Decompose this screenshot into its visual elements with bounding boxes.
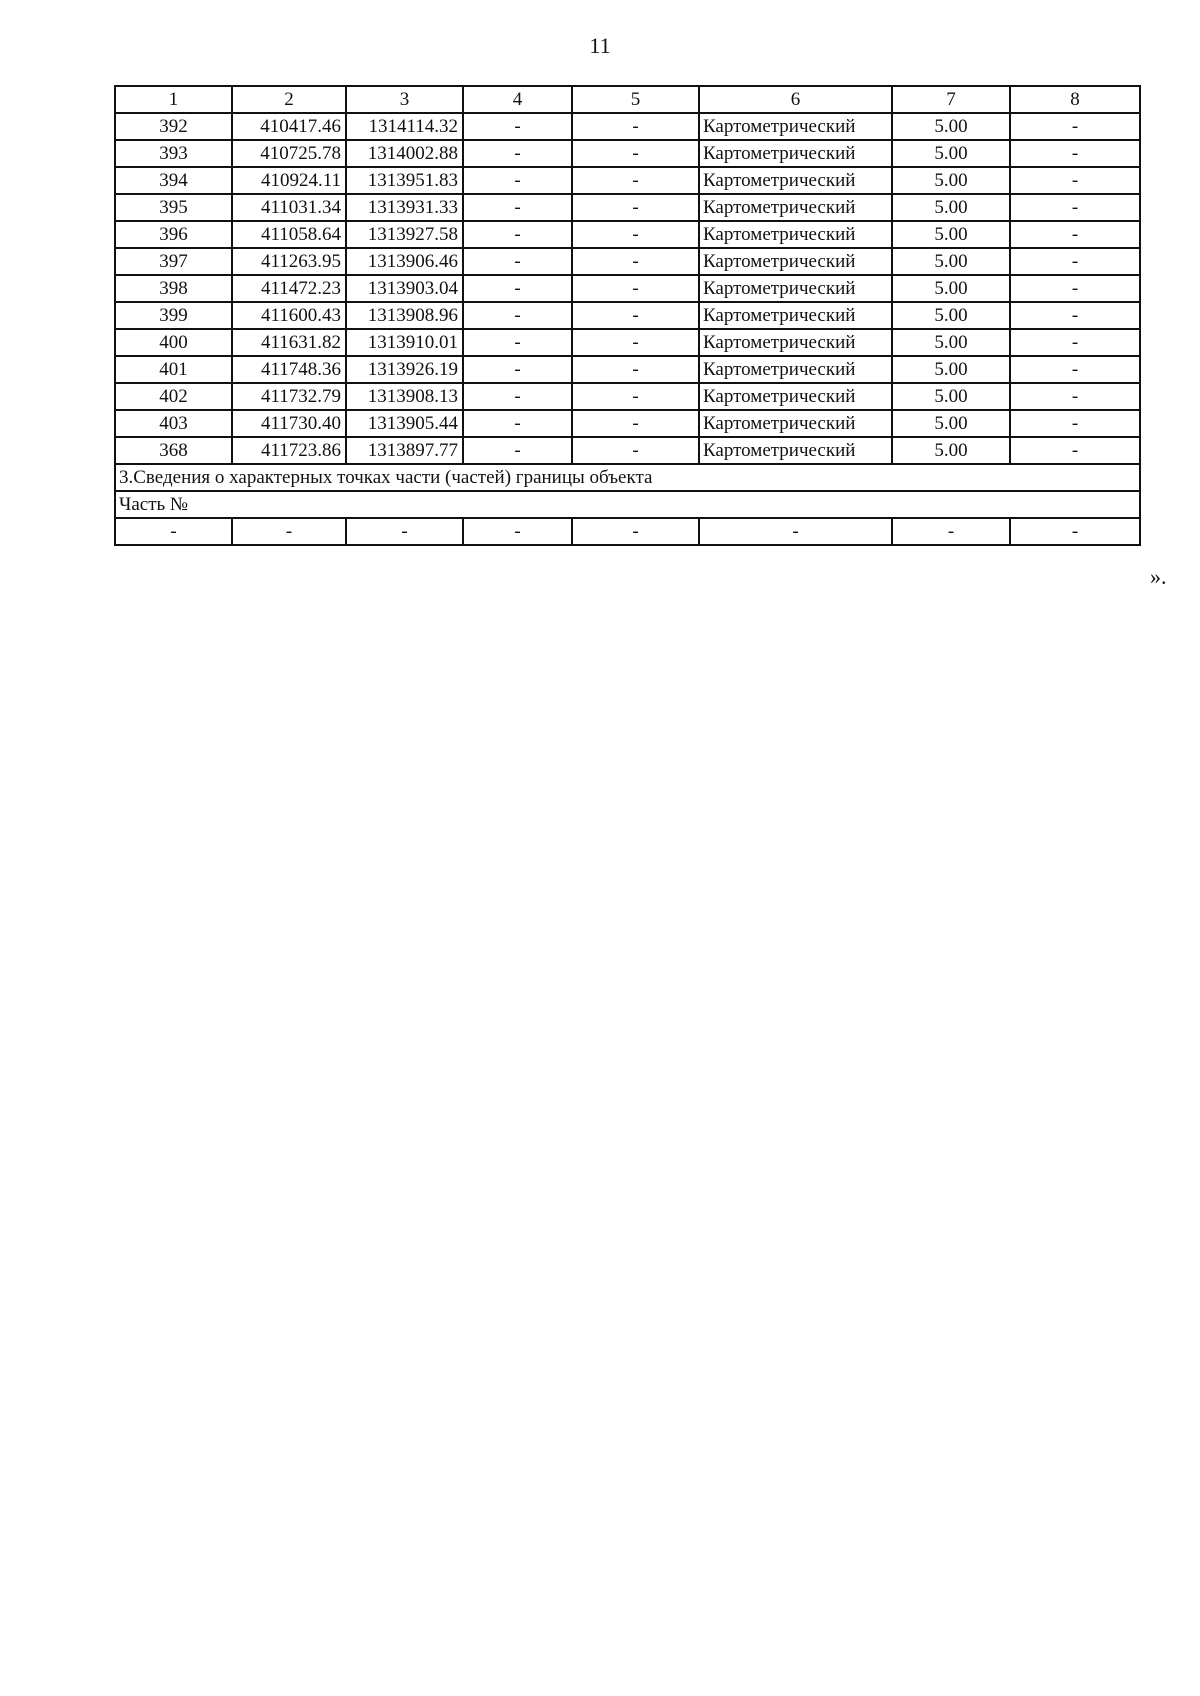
table-row (115, 383, 1140, 410)
col8-value-cell: - (1010, 410, 1140, 437)
table-row (115, 248, 1140, 275)
column-number-row (115, 86, 1140, 113)
y-coordinate-cell: 1313906.46 (346, 248, 463, 275)
accuracy-cell: 5.00 (892, 410, 1010, 437)
empty-cell: - (115, 518, 232, 545)
x-coordinate-cell: 411732.79 (232, 383, 346, 410)
empty-part-row (115, 518, 1140, 545)
method-cell: Картометрический (699, 248, 892, 275)
col5-value-cell: - (572, 383, 699, 410)
table-row (115, 275, 1140, 302)
method-cell: Картометрический (699, 383, 892, 410)
x-coordinate-cell: 411263.95 (232, 248, 346, 275)
table-body (115, 86, 1140, 545)
col5-value-cell: - (572, 248, 699, 275)
accuracy-cell: 5.00 (892, 302, 1010, 329)
section-heading: 3.Сведения о характерных точках части (частей) границы объекта (115, 464, 1140, 491)
y-coordinate-cell: 1313908.13 (346, 383, 463, 410)
method-cell: Картометрический (699, 356, 892, 383)
page-number: 11 (589, 33, 611, 58)
accuracy-cell: 5.00 (892, 383, 1010, 410)
col5-value-cell: - (572, 194, 699, 221)
column-number: 1 (115, 86, 232, 113)
part-label-row (115, 491, 1140, 518)
empty-cell: - (346, 518, 463, 545)
y-coordinate-cell: 1313931.33 (346, 194, 463, 221)
col4-value-cell: - (463, 302, 572, 329)
empty-cell: - (892, 518, 1010, 545)
col5-value-cell: - (572, 140, 699, 167)
y-coordinate-cell: 1313910.01 (346, 329, 463, 356)
column-number: 2 (232, 86, 346, 113)
y-coordinate-cell: 1313905.44 (346, 410, 463, 437)
y-coordinate-cell: 1314114.32 (346, 113, 463, 140)
x-coordinate-cell: 411723.86 (232, 437, 346, 464)
accuracy-cell: 5.00 (892, 248, 1010, 275)
col4-value-cell: - (463, 329, 572, 356)
col4-value-cell: - (463, 437, 572, 464)
col8-value-cell: - (1010, 221, 1140, 248)
table-row (115, 437, 1140, 464)
y-coordinate-cell: 1313951.83 (346, 167, 463, 194)
accuracy-cell: 5.00 (892, 329, 1010, 356)
table-row (115, 410, 1140, 437)
col8-value-cell: - (1010, 248, 1140, 275)
y-coordinate-cell: 1313927.58 (346, 221, 463, 248)
method-cell: Картометрический (699, 275, 892, 302)
col4-value-cell: - (463, 194, 572, 221)
col4-value-cell: - (463, 140, 572, 167)
table-row (115, 356, 1140, 383)
table-row (115, 140, 1140, 167)
x-coordinate-cell: 411031.34 (232, 194, 346, 221)
point-number-cell: 396 (115, 221, 232, 248)
point-number-cell: 402 (115, 383, 232, 410)
col8-value-cell: - (1010, 194, 1140, 221)
x-coordinate-cell: 411600.43 (232, 302, 346, 329)
x-coordinate-cell: 410924.11 (232, 167, 346, 194)
column-number: 5 (572, 86, 699, 113)
accuracy-cell: 5.00 (892, 113, 1010, 140)
y-coordinate-cell: 1313908.96 (346, 302, 463, 329)
empty-cell: - (572, 518, 699, 545)
coordinates-table (114, 85, 1141, 546)
x-coordinate-cell: 411730.40 (232, 410, 346, 437)
y-coordinate-cell: 1313903.04 (346, 275, 463, 302)
x-coordinate-cell: 411058.64 (232, 221, 346, 248)
empty-cell: - (463, 518, 572, 545)
col4-value-cell: - (463, 356, 572, 383)
empty-cell: - (699, 518, 892, 545)
table-row (115, 221, 1140, 248)
point-number-cell: 401 (115, 356, 232, 383)
accuracy-cell: 5.00 (892, 275, 1010, 302)
col5-value-cell: - (572, 410, 699, 437)
method-cell: Картометрический (699, 140, 892, 167)
point-number-cell: 397 (115, 248, 232, 275)
table-row (115, 329, 1140, 356)
column-number: 4 (463, 86, 572, 113)
col8-value-cell: - (1010, 275, 1140, 302)
column-number: 6 (699, 86, 892, 113)
point-number-cell: 400 (115, 329, 232, 356)
empty-cell: - (232, 518, 346, 545)
point-number-cell: 393 (115, 140, 232, 167)
column-number: 7 (892, 86, 1010, 113)
x-coordinate-cell: 411472.23 (232, 275, 346, 302)
col5-value-cell: - (572, 437, 699, 464)
column-number: 8 (1010, 86, 1140, 113)
method-cell: Картометрический (699, 194, 892, 221)
col4-value-cell: - (463, 113, 572, 140)
col8-value-cell: - (1010, 113, 1140, 140)
y-coordinate-cell: 1313897.77 (346, 437, 463, 464)
col8-value-cell: - (1010, 302, 1140, 329)
col5-value-cell: - (572, 113, 699, 140)
accuracy-cell: 5.00 (892, 167, 1010, 194)
col5-value-cell: - (572, 356, 699, 383)
col5-value-cell: - (572, 302, 699, 329)
x-coordinate-cell: 410725.78 (232, 140, 346, 167)
point-number-cell: 395 (115, 194, 232, 221)
method-cell: Картометрический (699, 302, 892, 329)
closing-quote: ». (1150, 564, 1167, 589)
col5-value-cell: - (572, 167, 699, 194)
table-row (115, 113, 1140, 140)
x-coordinate-cell: 411631.82 (232, 329, 346, 356)
y-coordinate-cell: 1313926.19 (346, 356, 463, 383)
col8-value-cell: - (1010, 383, 1140, 410)
method-cell: Картометрический (699, 437, 892, 464)
method-cell: Картометрический (699, 221, 892, 248)
method-cell: Картометрический (699, 410, 892, 437)
col4-value-cell: - (463, 383, 572, 410)
point-number-cell: 392 (115, 113, 232, 140)
method-cell: Картометрический (699, 329, 892, 356)
col8-value-cell: - (1010, 167, 1140, 194)
accuracy-cell: 5.00 (892, 356, 1010, 383)
table-row (115, 167, 1140, 194)
point-number-cell: 403 (115, 410, 232, 437)
col4-value-cell: - (463, 248, 572, 275)
col5-value-cell: - (572, 329, 699, 356)
col8-value-cell: - (1010, 140, 1140, 167)
section-heading-row (115, 464, 1140, 491)
part-label: Часть № (115, 491, 1140, 518)
accuracy-cell: 5.00 (892, 437, 1010, 464)
col8-value-cell: - (1010, 437, 1140, 464)
x-coordinate-cell: 410417.46 (232, 113, 346, 140)
col5-value-cell: - (572, 221, 699, 248)
x-coordinate-cell: 411748.36 (232, 356, 346, 383)
point-number-cell: 368 (115, 437, 232, 464)
col4-value-cell: - (463, 275, 572, 302)
accuracy-cell: 5.00 (892, 221, 1010, 248)
column-number: 3 (346, 86, 463, 113)
table-row (115, 302, 1140, 329)
col4-value-cell: - (463, 410, 572, 437)
table-row (115, 194, 1140, 221)
method-cell: Картометрический (699, 113, 892, 140)
col8-value-cell: - (1010, 356, 1140, 383)
col4-value-cell: - (463, 167, 572, 194)
point-number-cell: 398 (115, 275, 232, 302)
col4-value-cell: - (463, 221, 572, 248)
point-number-cell: 399 (115, 302, 232, 329)
col8-value-cell: - (1010, 329, 1140, 356)
accuracy-cell: 5.00 (892, 194, 1010, 221)
y-coordinate-cell: 1314002.88 (346, 140, 463, 167)
method-cell: Картометрический (699, 167, 892, 194)
col5-value-cell: - (572, 275, 699, 302)
coordinates-table-wrapper (114, 85, 1141, 546)
point-number-cell: 394 (115, 167, 232, 194)
accuracy-cell: 5.00 (892, 140, 1010, 167)
empty-cell: - (1010, 518, 1140, 545)
